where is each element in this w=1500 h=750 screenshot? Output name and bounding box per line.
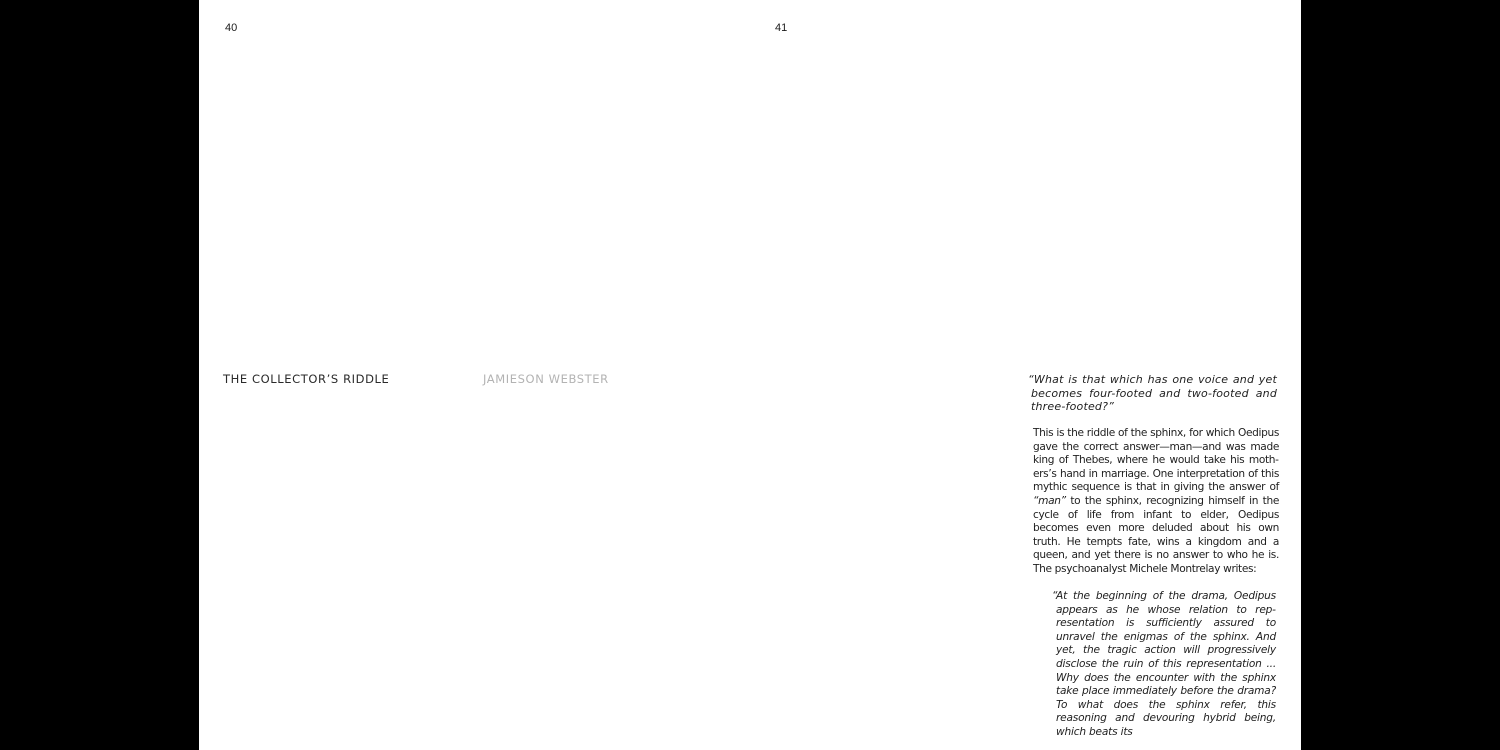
block-quote: “At the beginning of the drama, Oedipus appears as he whose relation to representation is sufficiently assured to unravel the enigmas of the sphinx. And yet, the tragic action will progressively disclose the ruin of this representation ... Why does the encounter with the sphinx take place immediately before the drama? To what does the sphinx refer, this reasoning and devouring hybrid being, which beats its xyxy=(1052,590,1276,738)
author-name: JAMIESON WEBSTER xyxy=(483,372,609,386)
page-number-left: 40 xyxy=(225,22,238,34)
page-number-right: 41 xyxy=(775,22,788,34)
body-text-part2: to the sphinx, recognizing himself in the cycle of life from infant to elder, Oedipus becomes even more deluded about his own truth. He tempts fate, wins a kingdom and a queen, and yet there is no answer to who he is. The psychoanalyst Michele Montrelay writes: xyxy=(1033,494,1279,575)
body-text-emphasis: “man” xyxy=(1033,494,1066,507)
body-paragraph xyxy=(1033,427,1279,577)
book-spread xyxy=(199,0,1301,750)
epigraph: “What is that which has one voice and yet becomes four-footed and two-footed and three-footed?” xyxy=(1028,373,1277,414)
chapter-title: THE COLLECTOR’S RIDDLE xyxy=(223,372,390,386)
body-text-part1: This is the riddle of the sphinx, for which Oedipus gave the correct answer—man—and was made king of Thebes, where he would take his mothers’s hand in marriage. One interpretation of this mythic sequence is that in giving the answer of xyxy=(1033,427,1279,494)
